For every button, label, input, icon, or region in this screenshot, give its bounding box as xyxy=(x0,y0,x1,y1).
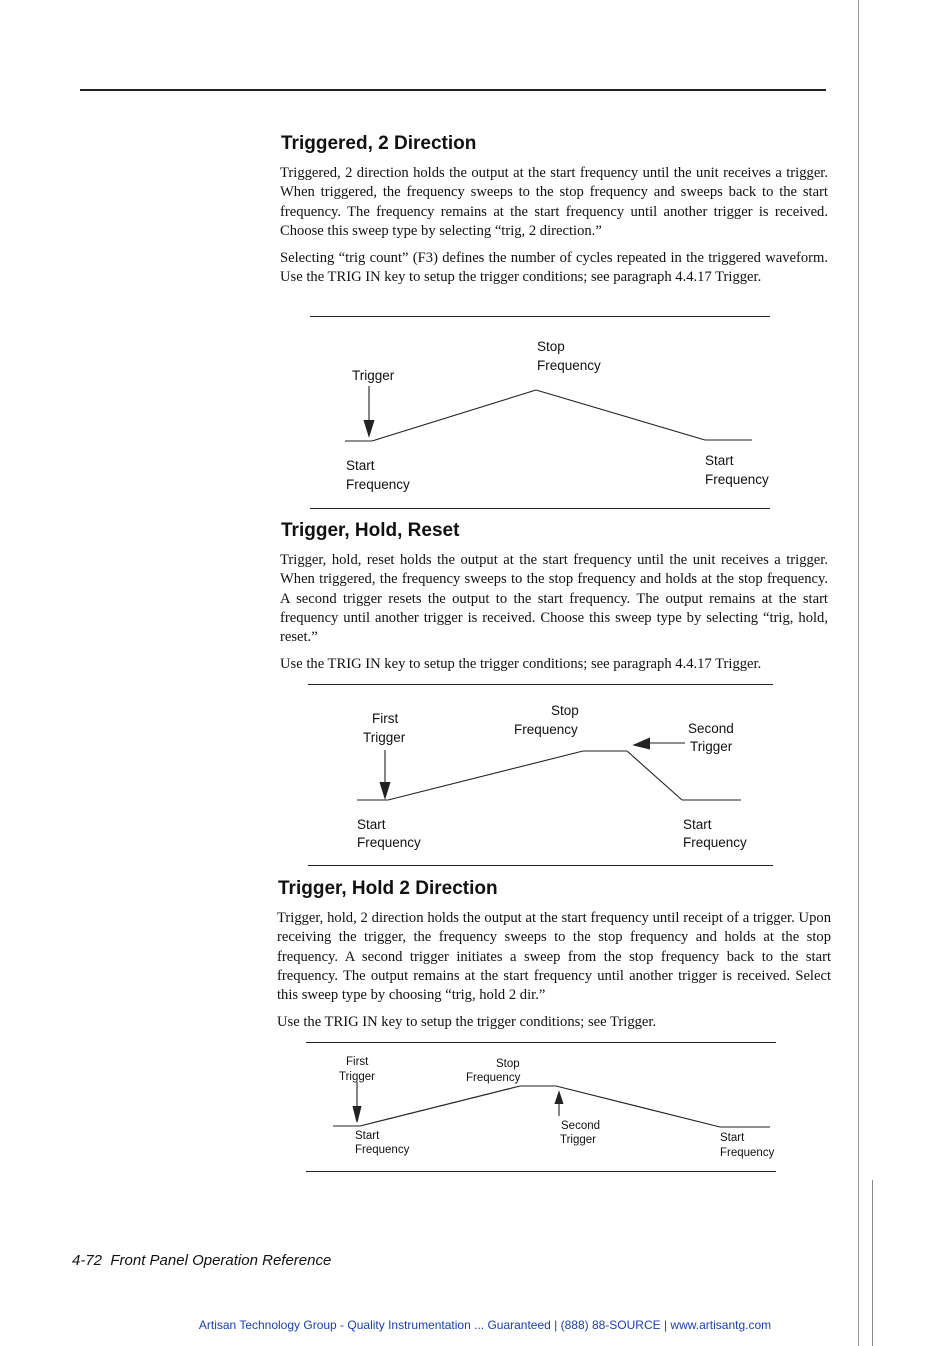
start-frequency-right-line1: Start xyxy=(683,817,712,832)
trigger-label: Trigger xyxy=(352,368,395,383)
first-trigger-label-line1: First xyxy=(372,711,399,726)
section-paragraph: Trigger, hold, 2 direction holds the output at the start frequency until receipt of a trigger. Upon receiving the trigger, the frequency sweeps to the stop frequency and holds at the stop frequency. A second trigger initiates a sweep from the stop frequency back to the start frequency. The output remains at the start frequency until another trigger is received. Select this sweep type by choosing “trig, hold 2 dir.” xyxy=(277,910,831,1004)
start-frequency-right-line1: Start xyxy=(705,453,734,468)
stop-frequency-label-line1: Stop xyxy=(537,339,565,354)
start-frequency-left-line1: Start xyxy=(346,458,375,473)
page-footer-label: 4-72 Front Panel Operation Reference xyxy=(72,1252,332,1269)
second-trigger-label-line2: Trigger xyxy=(690,739,733,754)
stop-frequency-label-line1: Stop xyxy=(551,703,579,718)
vendor-footer-link[interactable]: Artisan Technology Group - Quality Instrumentation ... Guaranteed | (888) 88-SOURCE | www.artisantg.com xyxy=(198,1318,772,1332)
section-title: Triggered, 2 Direction xyxy=(281,133,477,154)
diagram-rule xyxy=(306,1171,776,1172)
first-trigger-label-line2: Trigger xyxy=(363,730,406,745)
section-paragraph: Selecting “trig count” (F3) defines the number of cycles repeated in the triggered waveform. Use the TRIG IN key to setup the trigger conditions; see paragraph 4.4.17 Trigger. xyxy=(280,250,828,286)
start-frequency-left-line1: Start xyxy=(357,817,386,832)
stop-frequency-label-line2: Frequency xyxy=(537,358,601,373)
second-trigger-label-line1: Second xyxy=(688,721,734,736)
start-frequency-left-line1: Start xyxy=(355,1130,380,1142)
start-frequency-right-line2: Frequency xyxy=(705,472,769,487)
start-frequency-left-line2: Frequency xyxy=(346,477,410,492)
start-frequency-left-line2: Frequency xyxy=(355,1144,410,1156)
section-paragraph: Trigger, hold, reset holds the output at the start frequency until the unit receives a trigger. When triggered, the frequency sweeps to the stop frequency and holds at the stop frequency. A second trigger resets the output to the start frequency. The output remains at the start frequency until another trigger is received. Choose this sweep type by selecting “trig, hold, reset.” xyxy=(280,552,828,646)
stop-frequency-label-line1: Stop xyxy=(496,1058,520,1070)
section-title: Trigger, Hold 2 Direction xyxy=(278,878,498,899)
section-paragraph: Use the TRIG IN key to setup the trigger conditions; see Trigger. xyxy=(277,1014,657,1030)
start-frequency-left-line2: Frequency xyxy=(357,835,421,850)
section-paragraph: Use the TRIG IN key to setup the trigger conditions; see paragraph 4.4.17 Trigger. xyxy=(280,656,762,672)
second-trigger-label-line1: Second xyxy=(561,1120,601,1132)
start-frequency-right-line2: Frequency xyxy=(720,1147,775,1159)
start-frequency-right-line2: Frequency xyxy=(683,835,747,850)
section-paragraph: Triggered, 2 direction holds the output at the start frequency until the unit receives a trigger. When triggered, the frequency sweeps to the stop frequency and sweeps back to the start frequency. The frequency remains at the start frequency until another trigger is received. Choose this sweep type by selecting “trig, 2 direction.” xyxy=(280,165,828,239)
second-trigger-label-line2: Trigger xyxy=(560,1134,596,1146)
stop-frequency-label-line2: Frequency xyxy=(514,722,578,737)
start-frequency-right-line1: Start xyxy=(720,1132,745,1144)
first-trigger-label-line2: Trigger xyxy=(339,1071,375,1083)
first-trigger-label-line1: First xyxy=(346,1056,369,1068)
section-title: Trigger, Hold, Reset xyxy=(281,520,460,541)
stop-frequency-label-line2: Frequency xyxy=(466,1072,521,1084)
